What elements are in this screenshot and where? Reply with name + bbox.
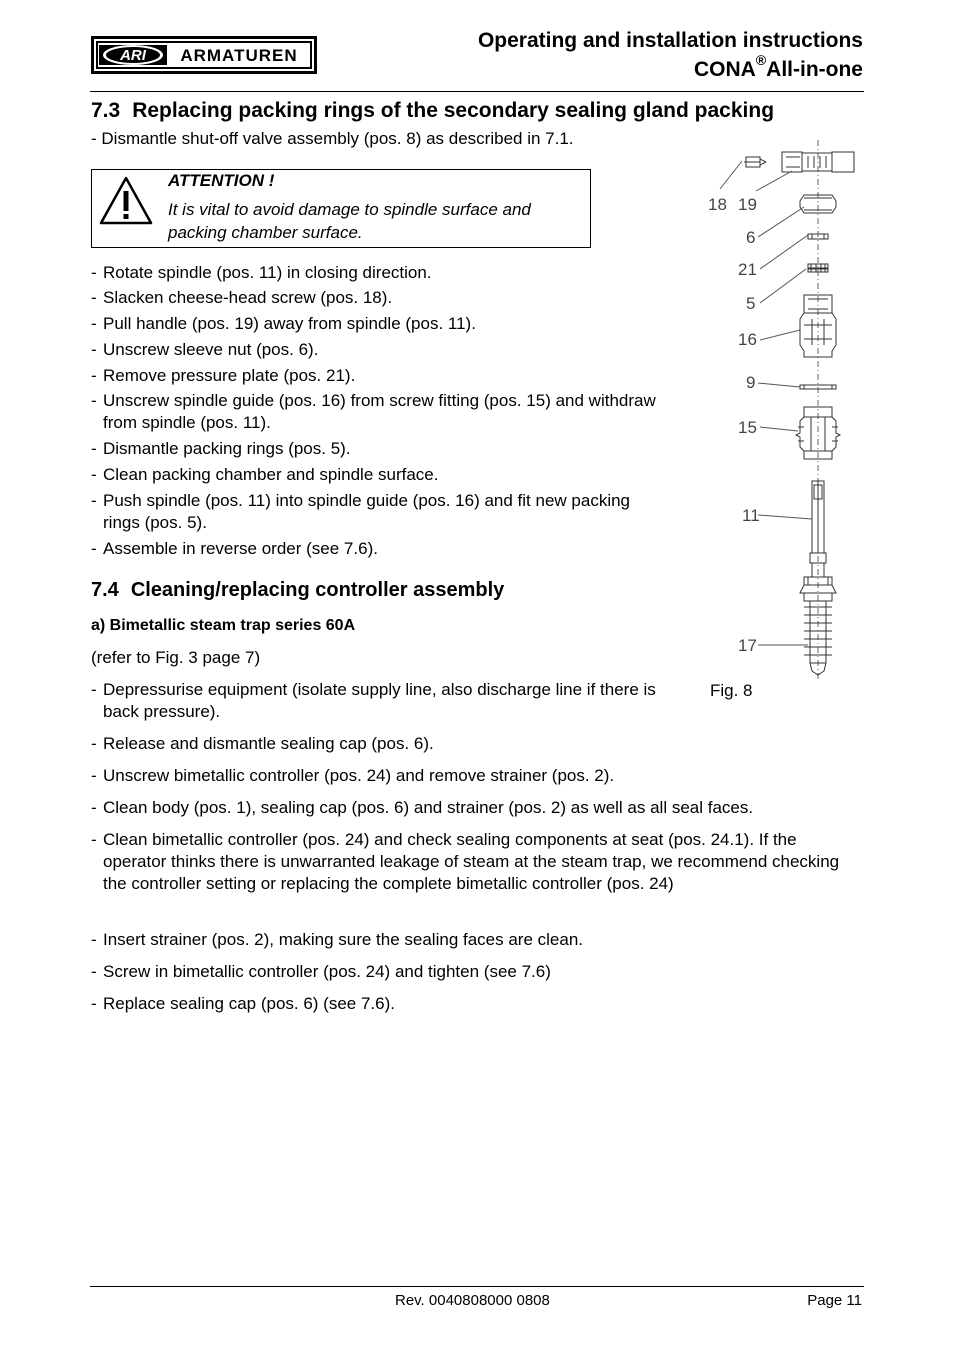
section-heading-7-4 <box>91 578 504 602</box>
revision-number: Rev. 0040808000 0808 <box>395 1292 550 1309</box>
attention-text: It is vital to avoid damage to spindle surface and packing chamber surface. <box>168 200 531 242</box>
figure-label: 6 <box>746 228 756 247</box>
figure-caption: Fig. 8 <box>710 681 753 700</box>
registered-mark: ® <box>755 52 767 68</box>
figure-label: 16 <box>738 330 757 349</box>
section-title: Cleaning/replacing controller assembly <box>130 579 505 601</box>
list-item: - Push spindle (pos. 11) into spindle guide (pos. 16) and fit new packing rings (pos. 5). <box>91 491 631 532</box>
section-title: Replacing packing rings of the secondary sealing gland packing <box>132 99 775 122</box>
document-title-line2 <box>478 52 863 84</box>
list-item: - Unscrew bimetallic controller (pos. 24) and remove strainer (pos. 2). <box>91 766 615 785</box>
document-title-line1: Operating and installation instructions <box>477 29 863 52</box>
list-item: - Replace sealing cap (pos. 6) (see 7.6). <box>91 994 395 1013</box>
list-item: - Dismantle packing rings (pos. 5). <box>91 439 351 458</box>
figure-label: 5 <box>746 294 756 313</box>
list-item: - Unscrew spindle guide (pos. 16) from screw fitting (pos. 15) and withdraw from spindle (pos. 11). <box>91 391 656 432</box>
list-item: - Rotate spindle (pos. 11) in closing direction. <box>91 263 432 282</box>
figure-reference: (refer to Fig. 3 page 7) <box>91 648 261 667</box>
attention-title: ATTENTION ! <box>168 171 275 190</box>
logo-brand-text: ARMATUREN <box>180 46 298 65</box>
warning-triangle-icon <box>98 175 154 227</box>
figure-label: 17 <box>738 636 757 655</box>
figure-label: 19 <box>738 195 757 214</box>
list-item: - Depressurise equipment (isolate supply line, also discharge line if there is back pressure). <box>91 680 656 721</box>
list-item: - Pull handle (pos. 19) away from spindle (pos. 11). <box>91 314 476 333</box>
list-item: - Unscrew sleeve nut (pos. 6). <box>91 340 319 359</box>
figure-label: 21 <box>738 260 757 279</box>
section-number: 7.3 <box>91 99 121 122</box>
section-7-3-intro: - Dismantle shut-off valve assembly (pos. 8) as described in 7.1. <box>91 129 574 148</box>
list-item: - Screw in bimetallic controller (pos. 24) and tighten (see 7.6) <box>91 962 551 981</box>
page-number: Page 11 <box>807 1292 862 1309</box>
figure-label: 15 <box>738 418 757 437</box>
section-heading-7-3 <box>91 99 774 123</box>
figure-label: 11 <box>742 506 760 525</box>
ari-armaturen-logo <box>91 36 317 74</box>
figure-label: 9 <box>746 373 756 392</box>
list-item: - Clean body (pos. 1), sealing cap (pos. 6) and strainer (pos. 2) as well as all seal faces. <box>91 798 754 817</box>
list-item: - Clean bimetallic controller (pos. 24) and check sealing components at seat (pos. 24.1). If the operator thinks there is unwarranted leakage of steam at the steam trap, we recommend checking the controller setting or replacing the complete bimetallic controller (pos. 24) <box>91 830 840 893</box>
list-item: - Clean packing chamber and spindle surface. <box>91 465 439 484</box>
attention-box <box>91 169 591 248</box>
logo-badge-text: ARI <box>120 47 146 64</box>
subheading-bimetallic: a) Bimetallic steam trap series 60A <box>91 617 356 634</box>
exploded-view-drawing <box>700 135 870 685</box>
exploded-view-figure <box>700 135 870 685</box>
product-variant: All-in-one <box>766 58 863 81</box>
footer-rule <box>90 1286 864 1287</box>
header-rule <box>90 91 864 92</box>
section-number: 7.4 <box>91 579 119 601</box>
list-item: - Remove pressure plate (pos. 21). <box>91 366 356 385</box>
product-name: CONA <box>694 58 756 81</box>
list-item: - Assemble in reverse order (see 7.6). <box>91 539 378 558</box>
list-item: - Insert strainer (pos. 2), making sure the sealing faces are clean. <box>91 930 584 949</box>
document-title <box>478 26 863 84</box>
list-item: - Slacken cheese-head screw (pos. 18). <box>91 288 393 307</box>
figure-label: 18 <box>708 195 727 214</box>
list-item: - Release and dismantle sealing cap (pos. 6). <box>91 734 434 753</box>
